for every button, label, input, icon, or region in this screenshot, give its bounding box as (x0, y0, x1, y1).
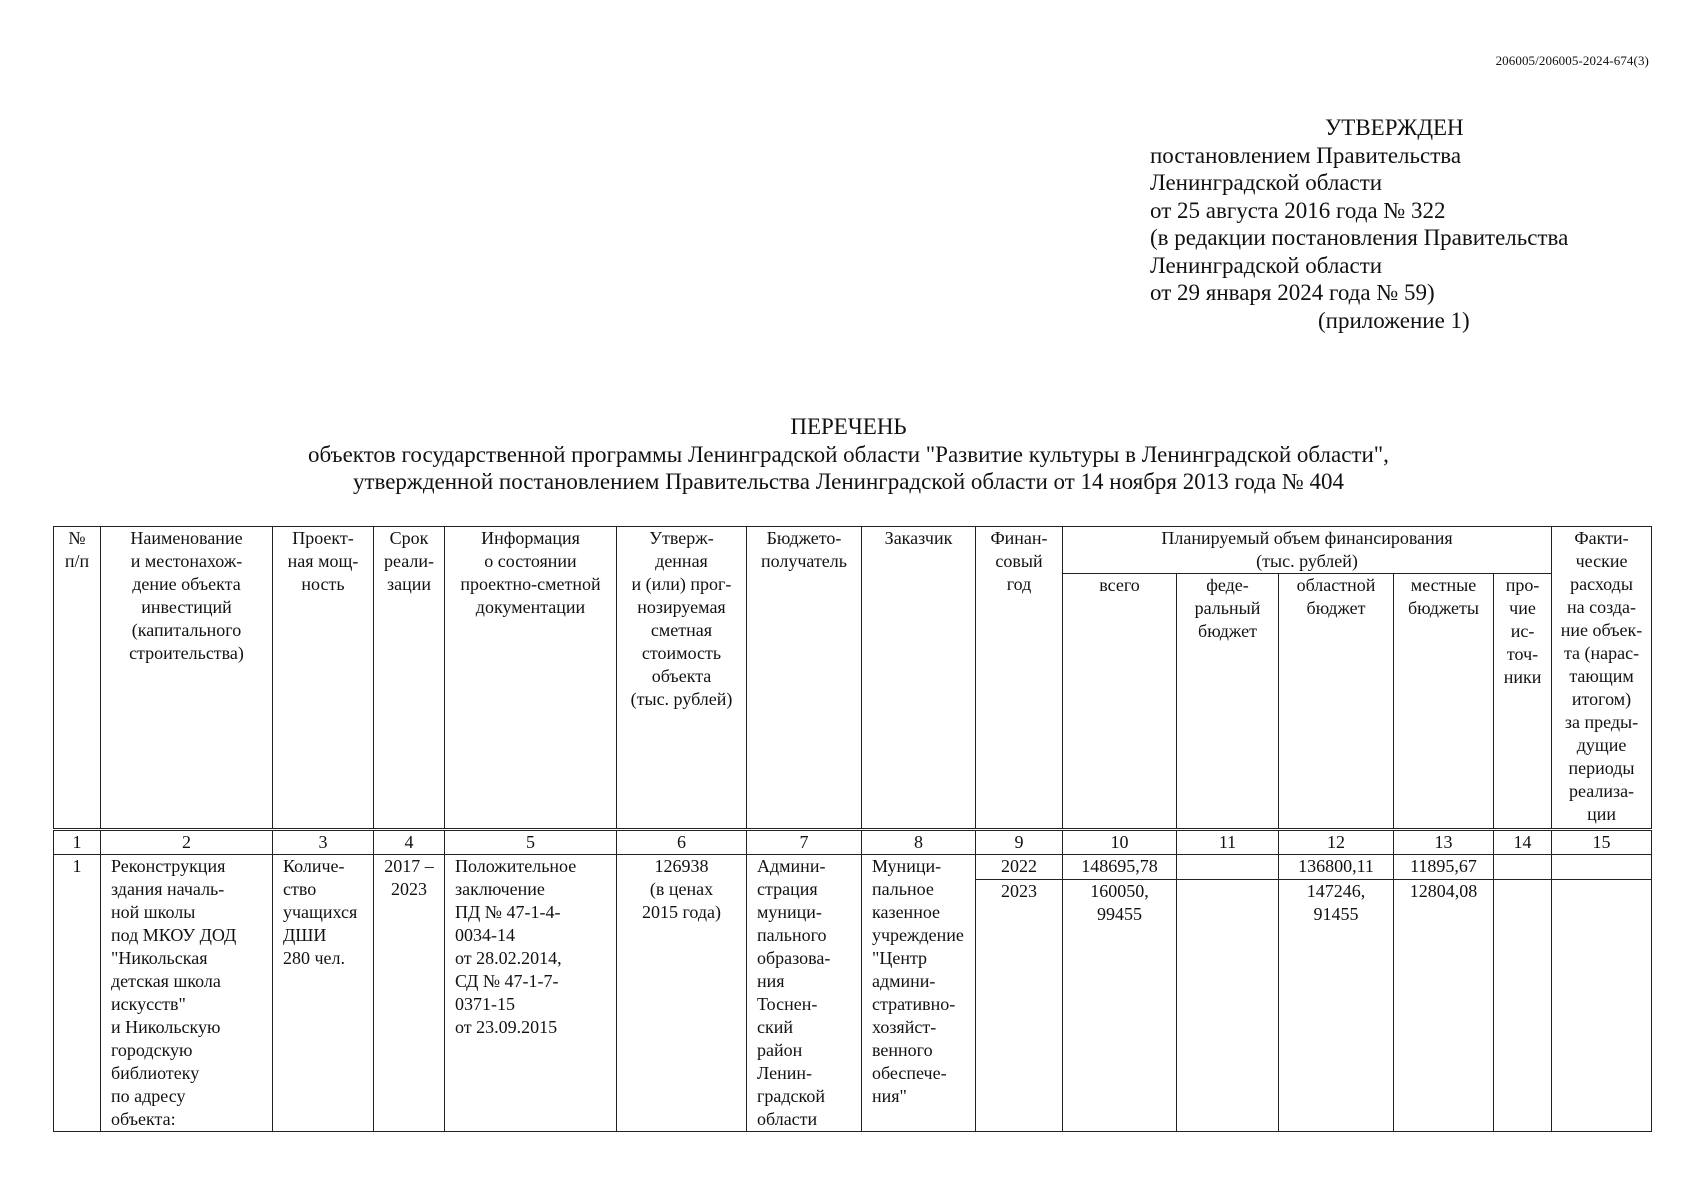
row-local: 11895,67 (1394, 855, 1494, 880)
row-actual (1552, 855, 1652, 880)
approval-line: от 25 августа 2016 года № 322 (1150, 197, 1446, 223)
header-row (54, 527, 1652, 574)
table-row (54, 855, 1652, 880)
title-line: ПЕРЕЧЕНЬ (790, 414, 907, 439)
column-index: 10 (1063, 830, 1177, 855)
column-index: 12 (1279, 830, 1394, 855)
column-index: 7 (747, 830, 862, 855)
column-index: 6 (617, 830, 747, 855)
title-line: объектов государственной программы Ленинградской области "Развитие культуры в Ленинградской области", (308, 441, 1389, 467)
column-index: 14 (1494, 830, 1552, 855)
header-other: про- чие ис- точ- ники (1494, 574, 1552, 830)
row-capacity: Количе- ство учащихся ДШИ 280 чел. (273, 855, 374, 1132)
header-planned: Планируемый объем финансирования (тыс. рублей) (1063, 527, 1552, 574)
header-regional: областной бюджет (1279, 574, 1394, 830)
row-actual (1552, 880, 1652, 1132)
column-index: 4 (374, 830, 445, 855)
row-customer: Муници- пальное казенное учреждение "Центр админи- стративно- хозяйст- венного обеспече- ния" (862, 855, 976, 1132)
row-year: 2022 (976, 855, 1063, 880)
approval-block (1150, 114, 1568, 334)
approval-line: постановлением Правительства (1150, 142, 1462, 168)
approval-line: Ленинградской области (1150, 170, 1383, 195)
header-docs: Информация о состоянии проектно-сметной документации (445, 527, 617, 830)
document-title (0, 413, 1697, 496)
row-regional: 136800,11 (1279, 855, 1394, 880)
approval-line: Ленинградской области (1150, 252, 1383, 278)
row-recipient: Админи- страция муници- пального образова- ния Тоснен- ский район Ленин- градской области (747, 855, 862, 1132)
column-index: 9 (976, 830, 1063, 855)
approval-line: от 29 января 2024 года № 59) (1150, 280, 1435, 305)
row-docs: Положительное заключение ПД № 47-1-4- 0034-14 от 28.02.2014, СД № 47-1-7- 0371-15 от 23.09.2015 (445, 855, 617, 1132)
column-index: 8 (862, 830, 976, 855)
approval-heading: УТВЕРЖДЕН (1325, 115, 1464, 140)
row-regional: 147246, 91455 (1279, 880, 1394, 1132)
header-total: всего (1063, 574, 1177, 830)
row-local: 12804,08 (1394, 880, 1494, 1132)
header-capacity: Проект- ная мощ- ность (273, 527, 374, 830)
column-index: 15 (1552, 830, 1652, 855)
column-index: 3 (273, 830, 374, 855)
header-term: Срок реали- зации (374, 527, 445, 830)
header-actual: Факти- ческие расходы на созда- ние объек- та (нарас- тающим итогом) за преды- дущие периоды реализа- ции (1552, 527, 1652, 830)
column-index: 5 (445, 830, 617, 855)
column-index-row (54, 830, 1652, 855)
document-id: 206005/206005-2024-674(3) (1495, 53, 1649, 68)
row-name: Реконструкция здания началь- ной школы под МКОУ ДОД "Никольская детская школа искусств" и Никольскую городскую библиотеку по адресу объекта: (101, 855, 273, 1132)
row-other (1494, 855, 1552, 880)
row-federal (1177, 880, 1279, 1132)
column-index: 11 (1177, 830, 1279, 855)
title-line: утвержденной постановлением Правительства Ленинградской области от 14 ноября 2013 года № 404 (352, 469, 1345, 494)
objects-table (53, 526, 1652, 1132)
header-recipient: Бюджето- получатель (747, 527, 862, 830)
row-other (1494, 880, 1552, 1132)
approval-appendix: (приложение 1) (1318, 307, 1470, 333)
row-total: 148695,78 (1063, 855, 1177, 880)
column-index: 1 (54, 830, 101, 855)
header-year: Финан- совый год (976, 527, 1063, 830)
header-name: Наименование и местонахож- дение объекта инвестиций (капитального строительства) (101, 527, 273, 830)
row-federal (1177, 855, 1279, 880)
row-num: 1 (54, 855, 101, 1132)
row-cost: 126938 (в ценах 2015 года) (617, 855, 747, 1132)
header-customer: Заказчик (862, 527, 976, 830)
header-local: местные бюджеты (1394, 574, 1494, 830)
approval-line: (в редакции постановления Правительства (1150, 225, 1569, 250)
row-year: 2023 (976, 880, 1063, 1132)
row-total: 160050, 99455 (1063, 880, 1177, 1132)
header-num: № п/п (54, 527, 101, 830)
column-index: 2 (101, 830, 273, 855)
column-index: 13 (1394, 830, 1494, 855)
header-cost: Утверж- денная и (или) прог- нозируемая сметная стоимость объекта (тыс. рублей) (617, 527, 747, 830)
header-federal: феде- ральный бюджет (1177, 574, 1279, 830)
row-term: 2017 – 2023 (374, 855, 445, 1132)
